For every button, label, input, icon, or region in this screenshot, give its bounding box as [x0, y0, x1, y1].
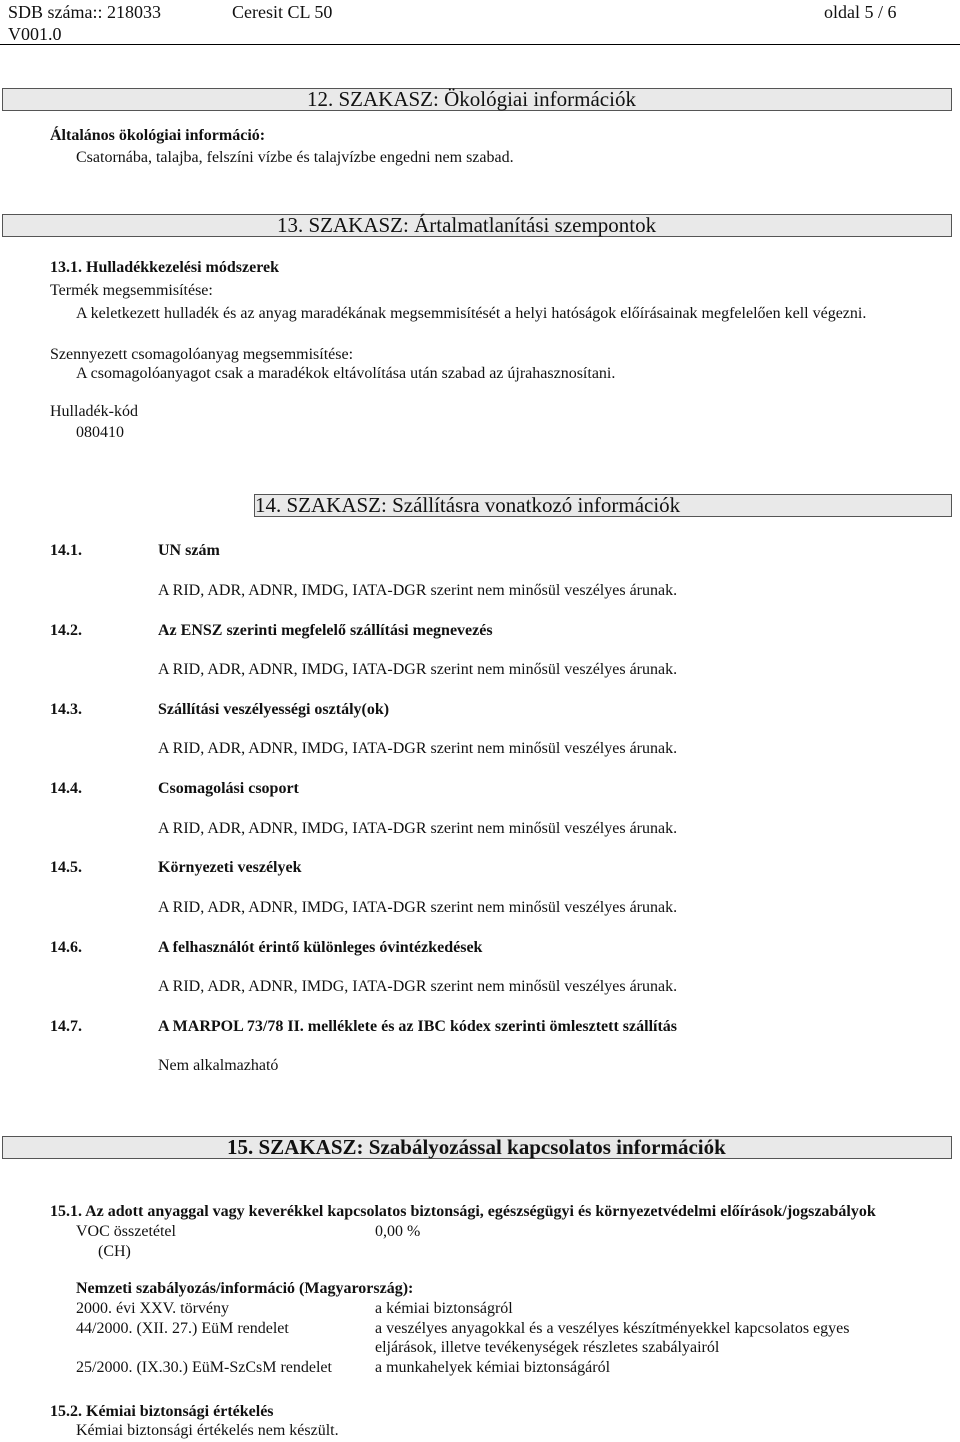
item-14-6-text: A RID, ADR, ADNR, IMDG, IATA-DGR szerint nem minősül veszélyes árunak. — [158, 978, 678, 995]
waste-methods-heading: 13.1. Hulladékkezelési módszerek — [50, 259, 280, 276]
item-14-1-number: 14.1. — [50, 542, 82, 559]
chemical-safety-heading: 15.2. Kémiai biztonsági értékelés — [50, 1403, 274, 1420]
section-13-bar — [2, 214, 952, 237]
section-14-bar — [254, 494, 952, 517]
item-14-1-text: A RID, ADR, ADNR, IMDG, IATA-DGR szerint nem minősül veszélyes árunak. — [158, 582, 678, 599]
item-14-3-label: Szállítási veszélyességi osztály(ok) — [158, 701, 390, 718]
packaging-disposal-label: Szennyezett csomagolóanyag megsemmisítése: — [50, 346, 354, 363]
law-1: 2000. évi XXV. törvény — [76, 1300, 230, 1317]
voc-unit: (CH) — [98, 1243, 131, 1260]
waste-code-value: 080410 — [76, 424, 124, 441]
version: V001.0 — [8, 24, 62, 44]
law-3: 25/2000. (IX.30.) EüM-SzCsM rendelet — [76, 1359, 332, 1376]
general-eco-label: Általános ökológiai információ: — [50, 127, 266, 144]
national-regulation-heading: Nemzeti szabályozás/információ (Magyarország): — [76, 1280, 414, 1297]
law-2-desc-cont: eljárások, illetve tevékenységek részletes szabályairól — [375, 1339, 720, 1356]
waste-code-label: Hulladék-kód — [50, 403, 138, 420]
item-14-4-label: Csomagolási csoport — [158, 780, 299, 797]
voc-value: 0,00 % — [375, 1223, 421, 1240]
section-13-title: 13. SZAKASZ: Ártalmatlanítási szempontok — [277, 213, 657, 237]
header-divider — [0, 44, 960, 45]
law-2: 44/2000. (XII. 27.) EüM rendelet — [76, 1320, 289, 1337]
item-14-1-label: UN szám — [158, 542, 220, 559]
section-12-title: 12. SZAKASZ: Ökológiai információk — [307, 87, 636, 111]
general-eco-text: Csatornába, talajba, felszíni vízbe és talajvízbe engedni nem szabad. — [76, 149, 514, 166]
item-14-4-text: A RID, ADR, ADNR, IMDG, IATA-DGR szerint nem minősül veszélyes árunak. — [158, 820, 678, 837]
item-14-2-number: 14.2. — [50, 622, 82, 639]
item-14-5-text: A RID, ADR, ADNR, IMDG, IATA-DGR szerint nem minősül veszélyes árunak. — [158, 899, 678, 916]
sdb-number: SDB száma:: 218033 — [8, 2, 161, 22]
regulations-heading: 15.1. Az adott anyaggal vagy keverékkel kapcsolatos biztonsági, egészségügyi és környezetvédelmi előírások/jogszabályok — [50, 1203, 876, 1220]
item-14-4-number: 14.4. — [50, 780, 82, 797]
voc-label: VOC összetétel — [76, 1223, 176, 1240]
packaging-disposal-text: A csomagolóanyagot csak a maradékok eltávolítása után szabad az újrahasznosítani. — [76, 365, 616, 382]
item-14-7-text: Nem alkalmazható — [158, 1057, 279, 1074]
product-disposal-label: Termék megsemmisítése: — [50, 282, 213, 299]
section-14-title: 14. SZAKASZ: Szállításra vonatkozó információk — [255, 493, 681, 517]
law-2-desc: a veszélyes anyagokkal és a veszélyes készítményekkel kapcsolatos egyes — [375, 1320, 850, 1337]
item-14-5-label: Környezeti veszélyek — [158, 859, 302, 876]
section-12-bar — [2, 88, 952, 111]
section-15-bar — [2, 1136, 952, 1159]
item-14-5-number: 14.5. — [50, 859, 82, 876]
product-disposal-text: A keletkezett hulladék és az anyag maradékának megsemmisítését a helyi hatóságok előírásainak megfelelően kell végezni. — [76, 305, 867, 322]
item-14-7-number: 14.7. — [50, 1018, 82, 1035]
item-14-7-label: A MARPOL 73/78 II. melléklete és az IBC kódex szerinti ömlesztett szállítás — [158, 1018, 678, 1035]
item-14-6-number: 14.6. — [50, 939, 82, 956]
item-14-2-text: A RID, ADR, ADNR, IMDG, IATA-DGR szerint nem minősül veszélyes árunak. — [158, 661, 678, 678]
section-15-title: 15. SZAKASZ: Szabályozással kapcsolatos információk — [227, 1135, 726, 1159]
item-14-3-number: 14.3. — [50, 701, 82, 718]
law-3-desc: a munkahelyek kémiai biztonságáról — [375, 1359, 611, 1376]
item-14-6-label: A felhasználót érintő különleges óvintézkedések — [158, 939, 483, 956]
law-1-desc: a kémiai biztonságról — [375, 1300, 513, 1317]
item-14-3-text: A RID, ADR, ADNR, IMDG, IATA-DGR szerint nem minősül veszélyes árunak. — [158, 740, 678, 757]
product-name: Ceresit CL 50 — [232, 2, 333, 22]
chemical-safety-text: Kémiai biztonsági értékelés nem készült. — [76, 1422, 339, 1439]
item-14-2-label: Az ENSZ szerinti megfelelő szállítási megnevezés — [158, 622, 493, 639]
page-indicator: oldal 5 / 6 — [824, 2, 897, 22]
